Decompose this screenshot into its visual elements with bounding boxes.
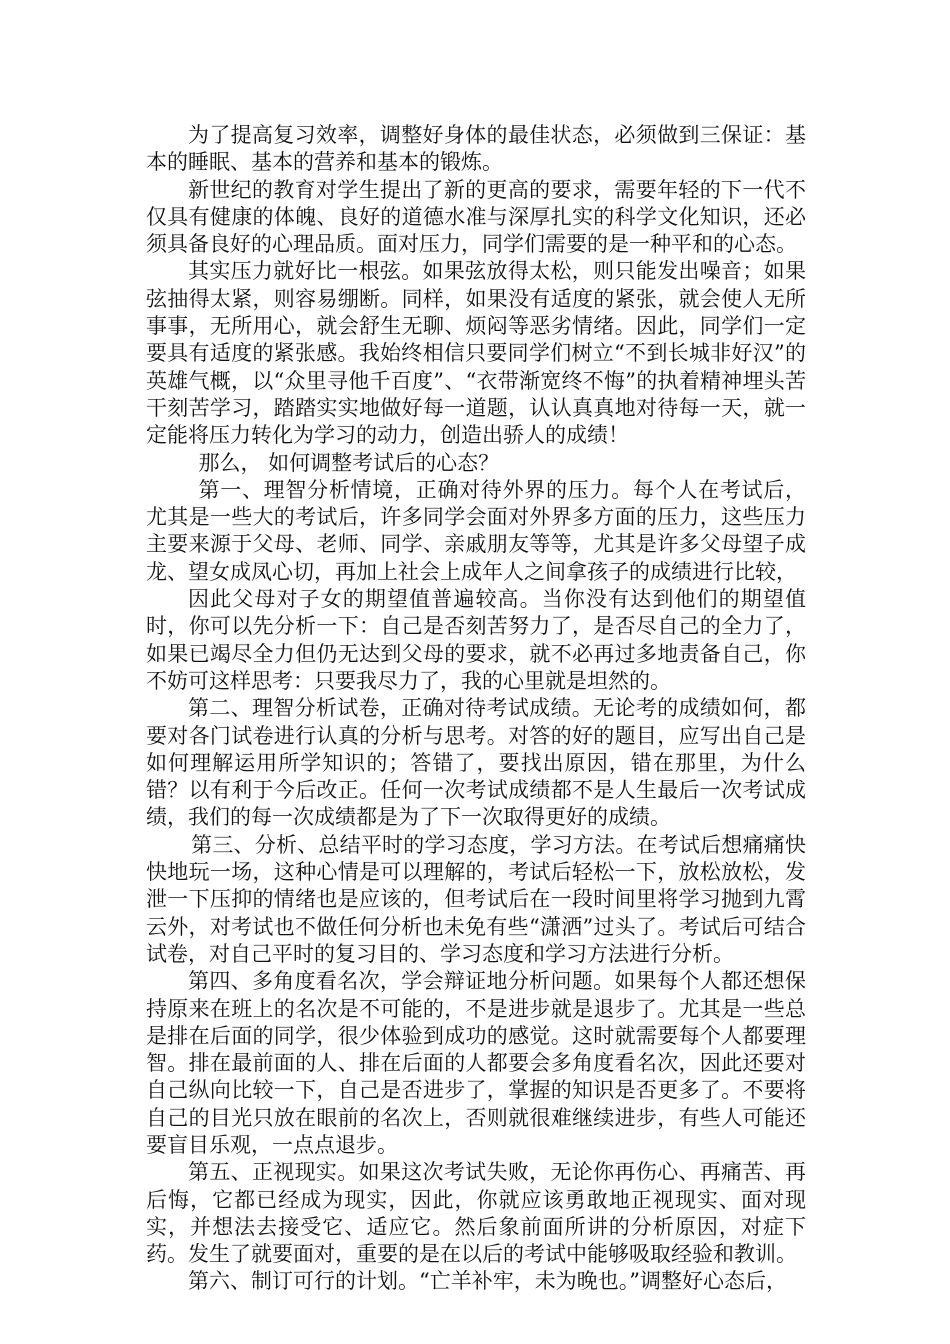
paragraph-point-six: 第六、制订可行的计划。“亡羊补牢，未为晚也。”调整好心态后， [188, 1269, 787, 1294]
paragraph-question: 那么， 如何调整考试后的心态？ [198, 450, 500, 475]
paragraph-point-four: 第四、多角度看名次，学会辩证地分析问题。如果每个人都还想保持原来在班上的名次是不可能的，不是进步就是退步了。尤其是一些总是排在后面的同学，很少体验到成功的感觉。这时就需要每个人都要理智。排在最前面的人、排在后面的人都要会多角度看名次，因此还要对自己纵向比较一下，自己是否进步了，掌握的知识是否更多了。不要将自己的目光只放在眼前的名次上，否则就很难继续进步，有些人可能还要盲目乐观，一点点退步。 [146, 969, 806, 1157]
paragraph-pressure-string: 其实压力就好比一根弦。如果弦放得太松，则只能发出噪音；如果弦抽得太紧，则容易绷断。同样，如果没有适度的紧张，就会使人无所事事，无所用心，就会舒生无聊、烦闷等恶劣情绪。因此，同学们一定要具有适度的紧张感。我始终相信只要同学们树立“不到长城非好汉”的英雄气概，以“众里寻他千百度”、“衣带渐宽终不悔”的执着精神埋头苦干刻苦学习，踏踏实实地做好每一道题，认认真真地对待每一天，就一定能将压力转化为学习的动力，创造出骄人的成绩！ [146, 259, 806, 448]
document-body [146, 122, 806, 1296]
paragraph-point-one: 第一、理智分析情境，正确对待外界的压力。每个人在考试后，尤其是一些大的考试后，许多同学会面对外界多方面的压力，这些压力主要来源于父母、老师、同学、亲戚朋友等等，尤其是许多父母望子成龙、望女成凤心切，再加上社会上成年人之间拿孩子的成绩进行比较， [146, 477, 806, 584]
paragraph-point-three: 第三、分析、总结平时的学习态度，学习方法。在考试后想痛痛快快地玩一场，这种心情是可以理解的，考试后轻松一下，放松放松，发泄一下压抑的情绪也是应该的，但考试后在一段时间里将学习抛到九霄云外，对考试也不做任何分析也未免有些“潇洒”过头了。考试后可结合试卷，对自己平时的复习目的、学习态度和学习方法进行分析。 [146, 832, 806, 966]
paragraph-point-one-continued: 因此父母对子女的期望值普遍较高。当你没有达到他们的期望值时，你可以先分析一下：自己是否刻苦努力了，是否尽自己的全力了，如果已竭尽全力但仍无达到父母的要求，就不必再过多地责备自己，你不妨可这样思考：只要我尽力了，我的心里就是坦然的。 [146, 587, 806, 693]
paragraph-three-guarantees: 为了提高复习效率，调整好身体的最佳状态，必须做到三保证：基本的睡眠、基本的营养和基本的锻炼。 [146, 123, 806, 175]
paragraph-point-five: 第五、正视现实。如果这次考试失败，无论你再伤心、再痛苦、再后悔，它都已经成为现实，因此，你就应该勇敢地正视现实、面对现实，并想法去接受它、适应它。然后象前面所讲的分析原因，对症下药。发生了就要面对，重要的是在以后的考试中能够吸取经验和教训。 [146, 1160, 806, 1267]
paragraph-point-two: 第二、理智分析试卷，正确对待考试成绩。无论考的成绩如何，都要对各门试卷进行认真的分析与思考。对答的好的题目，应写出自己是如何理解运用所学知识的；答错了，要找出原因，错在那里，为什么错？以有利于今后改正。任何一次考试成绩都不是人生最后一次考试成绩，我们的每一次成绩都是为了下一次取得更好的成绩。 [146, 696, 806, 830]
paragraph-new-century-education: 新世纪的教育对学生提出了新的更高的要求，需要年轻的下一代不仅具有健康的体魄、良好的道德水准与深厚扎实的科学文化知识，还必须具备良好的心理品质。面对压力，同学们需要的是一种平和的心态。 [146, 177, 806, 257]
